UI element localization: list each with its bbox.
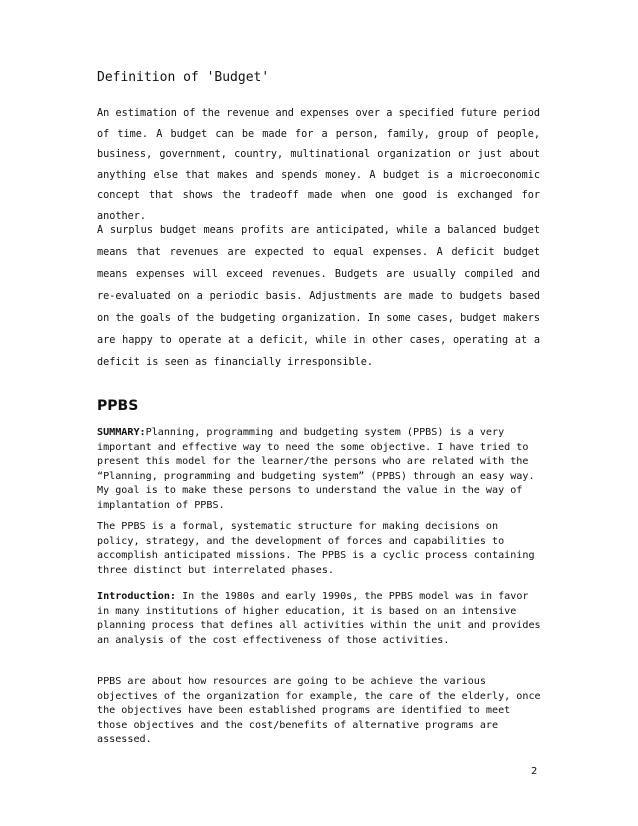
ppbs-heading: PPBS [97, 398, 139, 414]
ppbs-formal-paragraph: The PPBS is a formal, systematic structure for making decisions on policy, strategy, and the development of forces and capabilities to accomplish anticipated missions. The PPBS is a cyclic process containing three distinct but interrelated phases. [97, 521, 535, 576]
summary-label: SUMMARY: [97, 427, 146, 438]
introduction-label: Introduction: [97, 591, 177, 602]
summary-text: Planning, programming and budgeting system (PPBS) is a very important and effective way to need the some objective. I have tried to present this model for the learner/the persons who are related with the “Planning, programming and budgeting system” (PPBS) through an easy way. My goal is to make these persons to understand the value in the way of implantation of PPBS. [97, 427, 535, 511]
budget-heading: Definition of 'Budget' [97, 70, 270, 85]
budget-paragraph-2: A surplus budget means profits are anticipated, while a balanced budget means that revenues are expected to equal expenses. A deficit budget means expenses will exceed revenues. Budgets are usually compiled and re-evaluated on a periodic basis. Adjustments are made to budgets based on the goals of the budgeting organization. In some cases, budget makers are happy to operate at a deficit, while in other cases, operating at a deficit is seen as financially irresponsible. [97, 225, 540, 368]
ppbs-introduction-paragraph [97, 590, 542, 648]
ppbs-summary-paragraph [97, 426, 542, 514]
page-number: 2 [531, 766, 538, 777]
budget-paragraph-1: An estimation of the revenue and expenses over a specified future period of time. A budget can be made for a person, family, group of people, business, government, country, multinational organization or just about anything else that makes and spends money. A budget is a microeconomic concept that shows the tradeoff made when one good is exchanged for another. [97, 108, 540, 222]
ppbs-resources-paragraph: PPBS are about how resources are going to be achieve the various objectives of the organization for example, the care of the elderly, once the objectives have been established programs are identified to meet those objectives and the cost/benefits of alternative programs are assessed. [97, 676, 541, 746]
introduction-text: In the 1980s and early 1990s, the PPBS model was in favor in many institutions of higher education, it is based on an intensive planning process that defines all activities within the unit and provides an analysis of the cost effectiveness of those activities. [97, 591, 541, 646]
